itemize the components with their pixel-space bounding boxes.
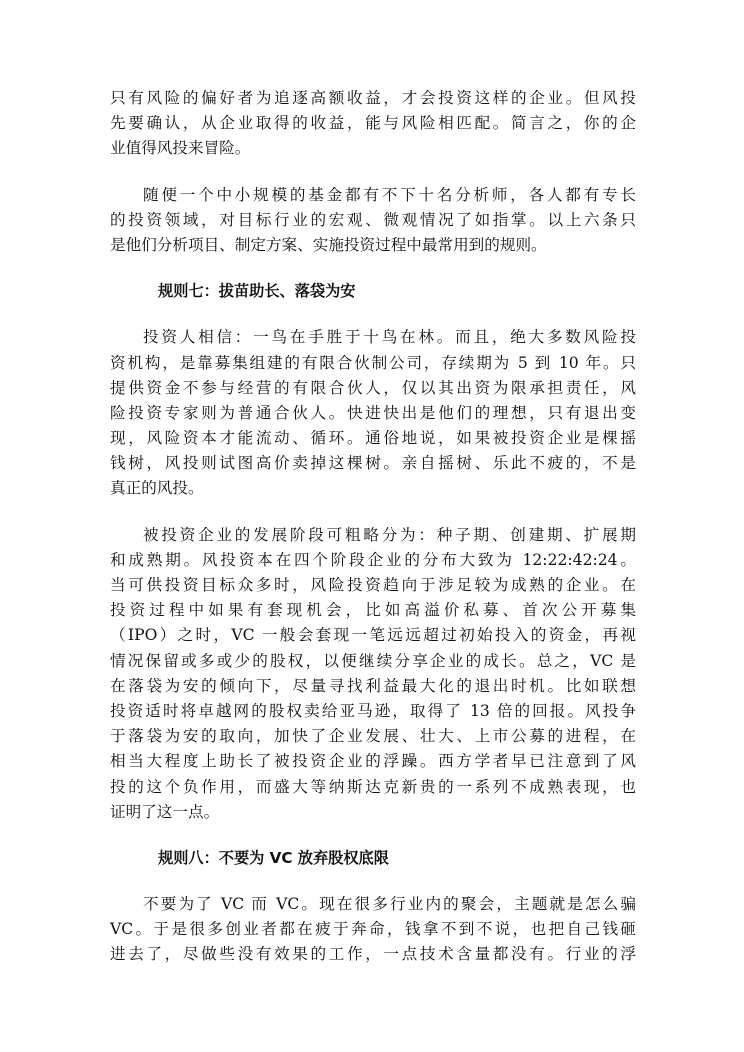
text-line: 先要确认，从企业取得的收益，能与风险相匹配。简言之，你的企 bbox=[110, 114, 636, 133]
text-line: 投资过程中如果有套现机会，比如高溢价私募、首次公开募集 bbox=[110, 601, 636, 620]
text-line: 投的这个负作用，而盛大等纳斯达克新贵的一系列不成熟表现，也 bbox=[110, 777, 636, 796]
text-line: 在落袋为安的倾向下，尽量寻找利益最大化的退出时机。比如联想 bbox=[110, 676, 636, 695]
text-line: 进去了，尽做些没有效果的工作，一点技术含量都没有。行业的浮 bbox=[110, 945, 636, 964]
paragraph bbox=[110, 325, 636, 501]
text-line: 相当大程度上助长了被投资企业的浮躁。西方学者早已注意到了风 bbox=[110, 752, 636, 771]
text-line: VC。于是很多创业者都在疲于奔命，钱拿不到不说，也把自己钱砸 bbox=[110, 920, 636, 939]
text-line: 业值得风投来冒险。 bbox=[110, 139, 251, 158]
text-line: 投资人相信：一鸟在手胜于十鸟在林。而且，绝大多数风险投 bbox=[143, 328, 636, 347]
text-line: 随便一个中小规模的基金都有不下十名分析师，各人都有专长 bbox=[143, 185, 636, 204]
text-line: （IPO）之时，VC 一般会套现一笔远远超过初始投入的资金，再视 bbox=[110, 626, 636, 645]
text-line: 证明了这一点。 bbox=[110, 802, 220, 821]
paragraph bbox=[110, 183, 636, 259]
text-line: 资机构，是靠募集组建的有限合伙制公司，存续期为 5 到 10 年。只 bbox=[110, 353, 636, 372]
text-line: 投资适时将卓越网的股权卖给亚马逊，取得了 13 倍的回报。风投争 bbox=[110, 701, 636, 720]
text-line: 现，风险资本才能流动、循环。通俗地说，如果被投资企业是棵摇 bbox=[110, 429, 636, 448]
text-line: 的投资领域，对目标行业的宏观、微观情况了如指掌。以上六条只 bbox=[110, 210, 636, 229]
text-line: 被投资企业的发展阶段可粗略分为：种子期、创建期、扩展期 bbox=[143, 525, 636, 544]
document-page bbox=[110, 86, 636, 968]
paragraph bbox=[110, 86, 636, 162]
text-line: 险投资专家则为普通合伙人。快进快出是他们的理想，只有退出变 bbox=[110, 403, 636, 422]
text-line: 当可供投资目标众多时，风险投资趋向于涉足较为成熟的企业。在 bbox=[110, 576, 636, 594]
text-line: 真正的风投。 bbox=[110, 479, 204, 498]
text-line: 不要为了 VC 而 VC。现在很多行业内的聚会，主题就是怎么骗 bbox=[143, 895, 636, 914]
paragraph bbox=[110, 523, 636, 825]
text-line: 和成熟期。风投资本在四个阶段企业的分布大致为 12:22:42:24。 bbox=[110, 550, 636, 569]
text-line: 只有风险的偏好者为追逐高额收益，才会投资这样的企业。但风投 bbox=[110, 89, 636, 107]
section-heading-rule-7: 规则七：拔苗助长、落袋为安 bbox=[158, 282, 356, 301]
section-heading-rule-8: 规则八：不要为 VC 放弃股权底限 bbox=[158, 848, 389, 867]
paragraph bbox=[110, 892, 636, 968]
text-line: 钱树，风投则试图高价卖掉这棵树。亲自摇树、乐此不疲的，不是 bbox=[110, 454, 636, 473]
text-line: 是他们分析项目、制定方案、实施投资过程中最常用到的规则。 bbox=[110, 235, 547, 254]
text-line: 于落袋为安的取向，加快了企业发展、壮大、上市公募的进程，在 bbox=[110, 727, 636, 746]
text-line: 情况保留或多或少的股权，以便继续分享企业的成长。总之，VC 是 bbox=[110, 651, 636, 670]
text-line: 提供资金不参与经营的有限合伙人，仅以其出资为限承担责任，风 bbox=[110, 378, 636, 397]
